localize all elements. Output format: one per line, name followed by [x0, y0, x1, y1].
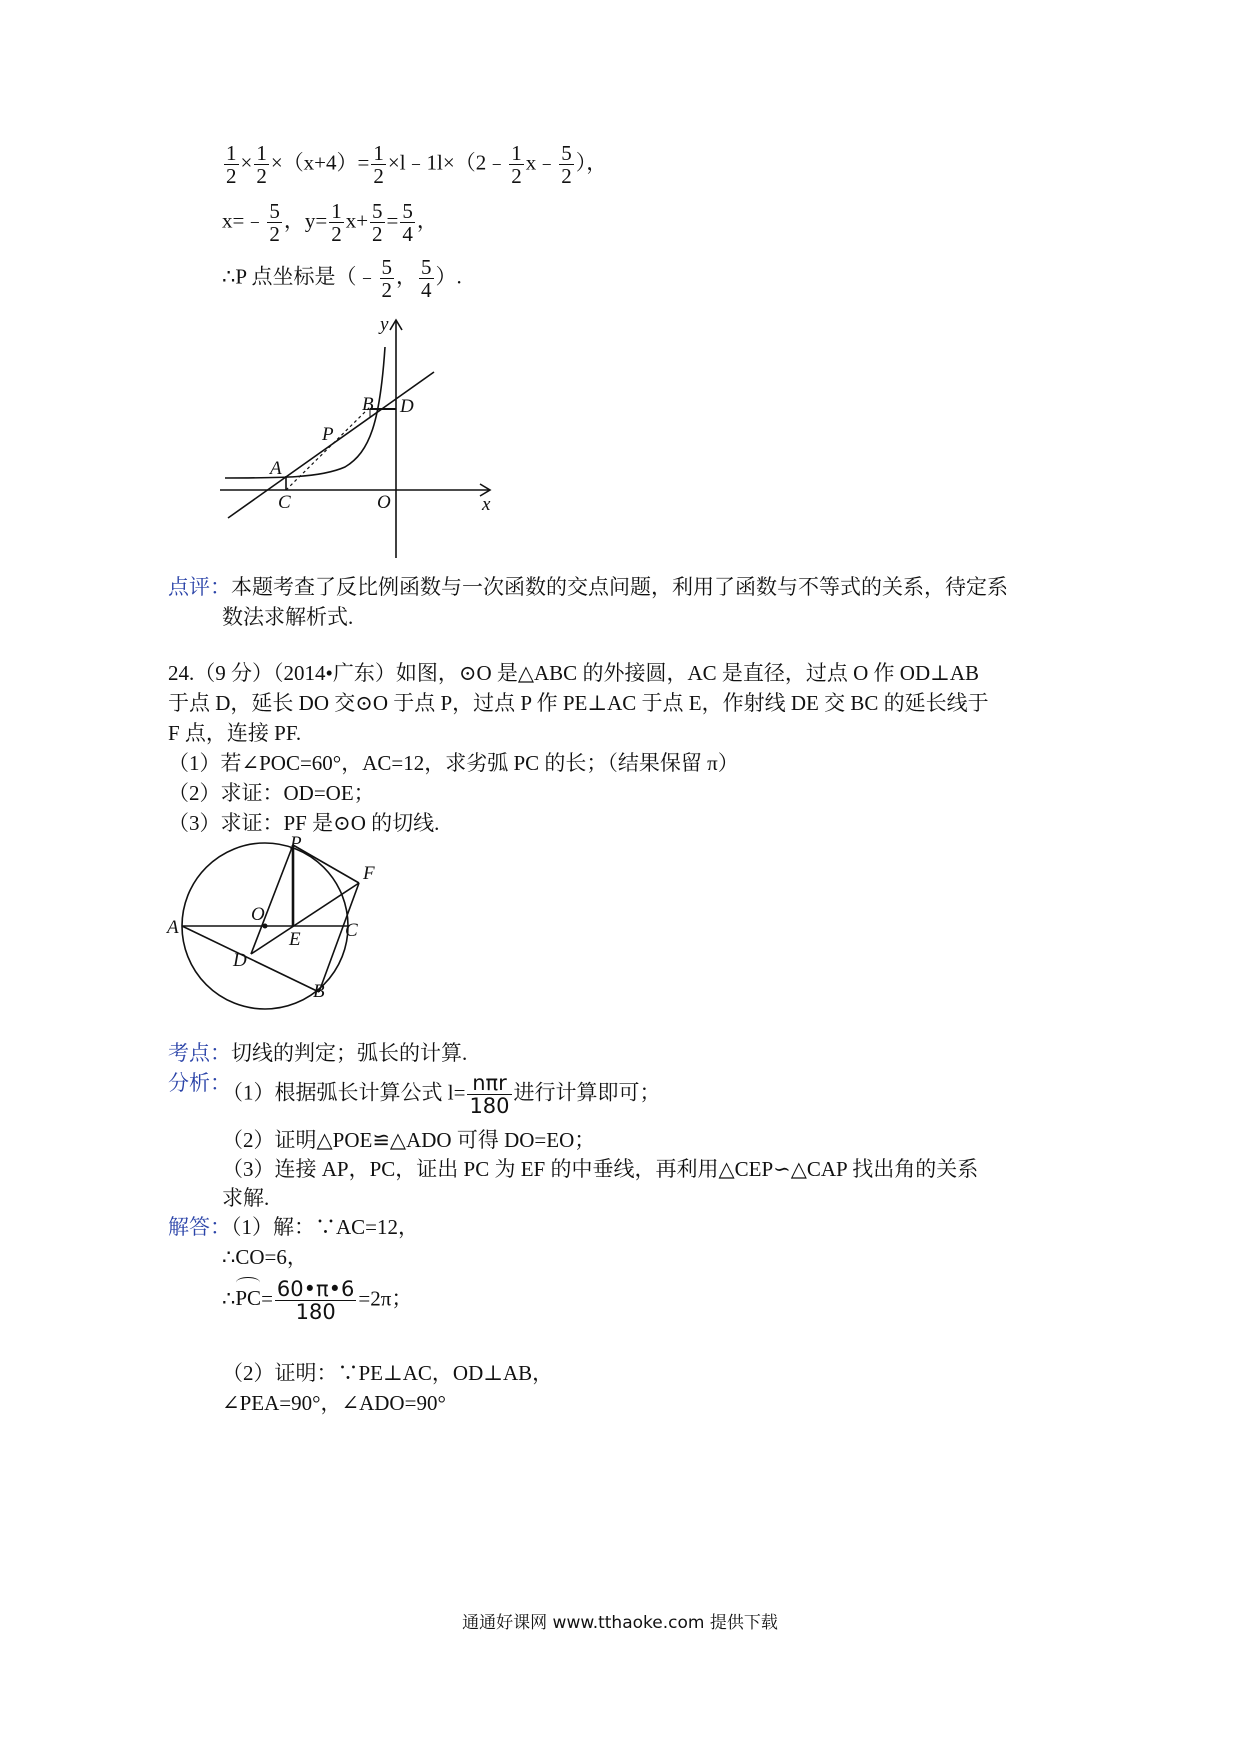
- graph-label-y: y: [380, 314, 389, 335]
- analysis-line-1: （1）根据弧长计算公式 l= $\frac{\text{nπr}}{180}$ 进行计算即可；: [222, 1071, 661, 1118]
- answer-line-4: （2）证明：∵PE⊥AC，OD⊥AB，: [222, 1361, 554, 1385]
- equation-line-2: x=﹣ $\frac{5}{2}$ ，y= $\frac{1}{2}$ x+ $\frac{5}{2}$ = $\frac{5}{4}$ ，: [222, 199, 438, 246]
- arc-calc-fraction: $\frac{60•\pi•6}{180}$: [276, 1277, 355, 1324]
- equation-line-1: $\frac{1}{2}$ × $\frac{1}{2}$ ×（x+4）= $\frac{1}{2}$ ×l﹣1l×（2﹣ $\frac{1}{2}$ x﹣ $\frac{5}{2}$ ），: [226, 141, 608, 188]
- graph-label-d: D: [400, 396, 414, 417]
- graph-label-b: B: [362, 394, 374, 415]
- circle-label-e: E: [289, 929, 301, 950]
- question-2: （2）求证：OD=OE；: [168, 781, 375, 805]
- fraction: $\frac{1}{2}$: [256, 141, 267, 188]
- answer-line-2: ∴CO=6，: [222, 1245, 308, 1269]
- circle-label-d: D: [233, 950, 247, 971]
- fraction: $\frac{1}{2}$: [226, 141, 237, 188]
- analysis-line-2: （2）证明△POE≌△ADO 可得 DO=EO；: [222, 1128, 596, 1152]
- arc-length-formula: $\frac{\text{nπr}}{180}$: [469, 1071, 510, 1118]
- graph-label-c: C: [278, 492, 291, 513]
- kaodian-label: 考点：: [168, 1041, 231, 1065]
- comment-line-1: 点评：本题考查了反比例函数与一次函数的交点问题，利用了函数与不等式的关系，待定系: [168, 575, 1008, 599]
- circle-geometry-figure: [165, 835, 395, 1020]
- problem-line-2: 于点 D，延长 DO 交⊙O 于点 P，过点 P 作 PE⊥AC 于点 E，作射线 DE 交 BC 的延长线于: [168, 691, 989, 715]
- circle-label-a: A: [167, 917, 179, 938]
- graph-label-p: P: [322, 424, 334, 445]
- fraction: $\frac{5}{4}$: [402, 199, 413, 246]
- graph-label-a: A: [270, 458, 282, 479]
- fraction: $\frac{5}{4}$: [421, 255, 432, 302]
- circle-label-p: P: [290, 835, 302, 854]
- fraction: $\frac{1}{2}$: [331, 199, 342, 246]
- answer-line-3: ∴PC= $\frac{60•\pi•6}{180}$ =2π；: [222, 1277, 413, 1324]
- kaodian-line: 考点：切线的判定；弧长的计算.: [168, 1041, 468, 1065]
- answer-line-5: ∠PEA=90°，∠ADO=90°: [222, 1391, 446, 1415]
- fraction: $\frac{5}{2}$: [269, 199, 280, 246]
- analysis-label: 分析：: [168, 1071, 231, 1095]
- arc-pc: PC: [235, 1286, 262, 1311]
- fraction: $\frac{5}{2}$: [372, 199, 383, 246]
- problem-line-1: 24.（9 分）（2014•广东）如图，⊙O 是△ABC 的外接圆，AC 是直径，过点 O 作 OD⊥AB: [168, 661, 980, 685]
- answer-line-1: 解答：（1）解：∵AC=12，: [168, 1215, 420, 1239]
- fraction: $\frac{5}{2}$: [561, 141, 572, 188]
- comment-line-2: 数法求解析式.: [222, 605, 354, 629]
- fraction: $\frac{1}{2}$: [511, 141, 522, 188]
- answer-label: 解答：: [168, 1215, 231, 1239]
- circle-label-b: B: [313, 981, 325, 1002]
- fraction: $\frac{5}{2}$: [381, 255, 393, 302]
- question-1: （1）若∠POC=60°，AC=12，求劣弧 PC 的长；（结果保留 π）: [168, 751, 739, 775]
- circle-label-o: O: [251, 904, 265, 925]
- page-footer: 通通好课网 www.tthaoke.com 提供下载: [462, 1613, 778, 1633]
- problem-line-3: F 点，连接 PF.: [168, 721, 302, 745]
- comment-label: 点评：: [168, 575, 231, 599]
- equation-line-3: ∴P 点坐标是（﹣ $\frac{5}{2}$ ， $\frac{5}{4}$ ）.: [222, 255, 462, 302]
- graph-label-o: O: [377, 492, 391, 513]
- graph-label-x: x: [482, 494, 491, 515]
- analysis-line-4: 求解.: [222, 1186, 270, 1210]
- circle-label-f: F: [363, 863, 375, 884]
- circle-label-c: C: [345, 920, 358, 941]
- function-graph-figure: [220, 312, 510, 562]
- fraction: $\frac{1}{2}$: [373, 141, 384, 188]
- question-3: （3）求证：PF 是⊙O 的切线.: [168, 811, 440, 835]
- analysis-line-3: （3）连接 AP，PC，证出 PC 为 EF 的中垂线，再利用△CEP∽△CAP 找出角的关系: [222, 1157, 979, 1181]
